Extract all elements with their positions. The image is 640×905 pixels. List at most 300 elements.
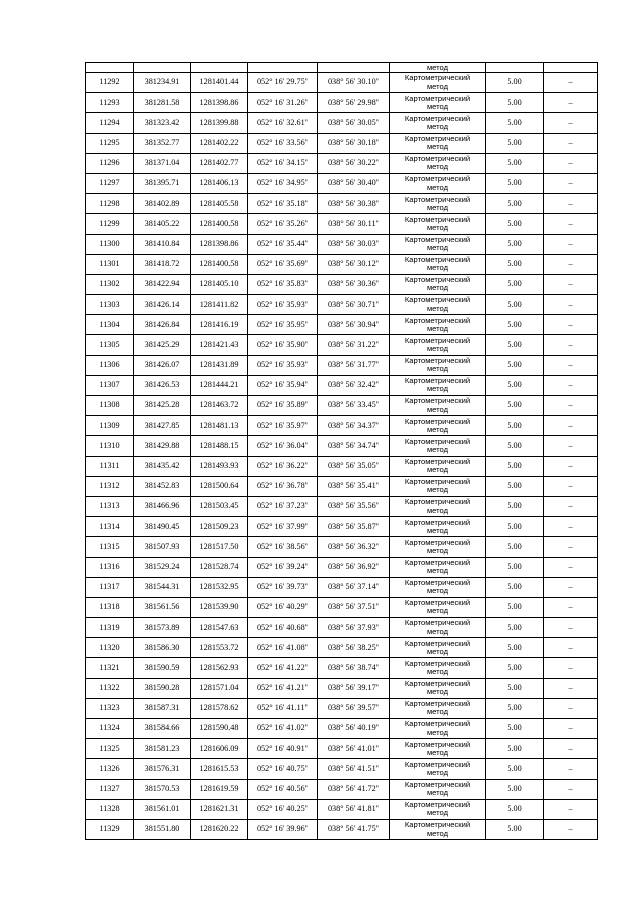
x-coordinate-cell: 381425.28 — [134, 396, 191, 416]
method-label: метод — [426, 767, 449, 777]
y-coordinate-cell: 1281571.04 — [191, 678, 248, 698]
latitude-cell: 052° 16' 35.18" — [248, 194, 318, 214]
method-cell — [390, 315, 486, 335]
table-cell — [248, 63, 318, 73]
method-cell — [390, 638, 486, 658]
y-coordinate-cell: 1281401.44 — [191, 73, 248, 93]
method-cell — [390, 577, 486, 597]
method-label: метод — [426, 404, 449, 414]
accuracy-cell: 5.00 — [486, 517, 544, 537]
x-coordinate-cell: 381395.71 — [134, 173, 191, 193]
note-cell: – — [544, 214, 598, 234]
x-coordinate-cell: 381581.23 — [134, 739, 191, 759]
table-row — [86, 93, 598, 113]
table-row — [86, 476, 598, 496]
note-cell: – — [544, 355, 598, 375]
note-cell: – — [544, 537, 598, 557]
x-coordinate-cell: 381426.53 — [134, 375, 191, 395]
method-cell — [390, 517, 486, 537]
x-coordinate-cell: 381590.59 — [134, 658, 191, 678]
method-cell — [390, 456, 486, 476]
method-label: метод — [426, 586, 449, 596]
method-cell — [390, 335, 486, 355]
accuracy-cell: 5.00 — [486, 396, 544, 416]
method-label: метод — [426, 222, 449, 232]
x-coordinate-cell: 381281.58 — [134, 93, 191, 113]
table-row — [86, 658, 598, 678]
table-row — [86, 799, 598, 819]
note-cell: – — [544, 557, 598, 577]
point-number-cell: 11322 — [86, 678, 134, 698]
accuracy-cell: 5.00 — [486, 113, 544, 133]
x-coordinate-cell: 381371.04 — [134, 153, 191, 173]
longitude-cell: 038° 56' 34.37" — [318, 416, 390, 436]
table-row — [86, 597, 598, 617]
longitude-cell: 038° 56' 30.36" — [318, 274, 390, 294]
method-label: Картометрический — [404, 699, 471, 709]
longitude-cell: 038° 56' 41.81" — [318, 799, 390, 819]
longitude-cell: 038° 56' 30.40" — [318, 173, 390, 193]
note-cell: – — [544, 719, 598, 739]
method-label: метод — [426, 384, 449, 394]
y-coordinate-cell: 1281619.59 — [191, 779, 248, 799]
table-row — [86, 355, 598, 375]
longitude-cell: 038° 56' 30.11" — [318, 214, 390, 234]
note-cell: – — [544, 93, 598, 113]
method-cell — [390, 739, 486, 759]
table-row — [86, 638, 598, 658]
method-label: Картометрический — [404, 154, 471, 164]
latitude-cell: 052° 16' 41.22" — [248, 658, 318, 678]
table-row — [86, 618, 598, 638]
latitude-cell: 052° 16' 33.56" — [248, 133, 318, 153]
latitude-cell: 052° 16' 36.22" — [248, 456, 318, 476]
note-cell: – — [544, 638, 598, 658]
table-row — [86, 436, 598, 456]
method-cell — [390, 93, 486, 113]
point-number-cell: 11304 — [86, 315, 134, 335]
longitude-cell: 038° 56' 31.77" — [318, 355, 390, 375]
table-row — [86, 719, 598, 739]
point-number-cell: 11324 — [86, 719, 134, 739]
method-cell — [390, 254, 486, 274]
longitude-cell: 038° 56' 37.14" — [318, 577, 390, 597]
point-number-cell: 11325 — [86, 739, 134, 759]
method-label: Картометрический — [404, 436, 471, 446]
accuracy-cell: 5.00 — [486, 436, 544, 456]
x-coordinate-cell: 381529.24 — [134, 557, 191, 577]
accuracy-cell: 5.00 — [486, 173, 544, 193]
point-number-cell: 11315 — [86, 537, 134, 557]
latitude-cell: 052° 16' 37.99" — [248, 517, 318, 537]
method-cell — [390, 153, 486, 173]
note-cell: – — [544, 133, 598, 153]
y-coordinate-cell: 1281532.95 — [191, 577, 248, 597]
method-cell — [390, 799, 486, 819]
method-label: Картометрический — [404, 194, 471, 204]
longitude-cell: 038° 56' 38.74" — [318, 658, 390, 678]
method-label: метод — [426, 142, 449, 152]
latitude-cell: 052° 16' 36.04" — [248, 436, 318, 456]
method-label: метод — [426, 747, 449, 757]
point-number-cell: 11294 — [86, 113, 134, 133]
point-number-cell: 11303 — [86, 295, 134, 315]
longitude-cell: 038° 56' 39.57" — [318, 698, 390, 718]
method-label: Картометрический — [404, 214, 471, 224]
latitude-cell: 052° 16' 34.15" — [248, 153, 318, 173]
table-row — [86, 678, 598, 698]
longitude-cell: 038° 56' 30.38" — [318, 194, 390, 214]
method-cell — [390, 537, 486, 557]
x-coordinate-cell: 381561.56 — [134, 597, 191, 617]
latitude-cell: 052° 16' 38.56" — [248, 537, 318, 557]
note-cell: – — [544, 396, 598, 416]
note-cell: – — [544, 779, 598, 799]
point-number-cell: 11316 — [86, 557, 134, 577]
coordinates-table — [85, 62, 598, 840]
table-row — [86, 496, 598, 516]
method-label: метод — [426, 303, 449, 313]
accuracy-cell: 5.00 — [486, 638, 544, 658]
table-row — [86, 73, 598, 93]
latitude-cell: 052° 16' 35.44" — [248, 234, 318, 254]
method-label: Картометрический — [404, 517, 471, 527]
latitude-cell: 052° 16' 34.95" — [248, 173, 318, 193]
y-coordinate-cell: 1281398.86 — [191, 234, 248, 254]
longitude-cell: 038° 56' 30.18" — [318, 133, 390, 153]
accuracy-cell: 5.00 — [486, 416, 544, 436]
method-label: Картометрический — [404, 537, 471, 547]
y-coordinate-cell: 1281590.48 — [191, 719, 248, 739]
y-coordinate-cell: 1281399.88 — [191, 113, 248, 133]
x-coordinate-cell: 381561.01 — [134, 799, 191, 819]
method-label: метод — [426, 646, 449, 656]
method-label: Картометрический — [404, 638, 471, 648]
note-cell: – — [544, 456, 598, 476]
latitude-cell: 052° 16' 40.25" — [248, 799, 318, 819]
method-label: Картометрический — [404, 93, 471, 103]
y-coordinate-cell: 1281481.13 — [191, 416, 248, 436]
longitude-cell: 038° 56' 33.45" — [318, 396, 390, 416]
method-cell — [390, 658, 486, 678]
note-cell: – — [544, 517, 598, 537]
y-coordinate-cell: 1281615.53 — [191, 759, 248, 779]
latitude-cell: 052° 16' 36.78" — [248, 476, 318, 496]
method-label: Картометрический — [404, 295, 471, 305]
note-cell: – — [544, 315, 598, 335]
accuracy-cell: 5.00 — [486, 194, 544, 214]
accuracy-cell: 5.00 — [486, 93, 544, 113]
y-coordinate-cell: 1281621.31 — [191, 799, 248, 819]
x-coordinate-cell: 381466.96 — [134, 496, 191, 516]
method-cell — [390, 375, 486, 395]
y-coordinate-cell: 1281421.43 — [191, 335, 248, 355]
table-row — [86, 214, 598, 234]
method-cell — [390, 274, 486, 294]
longitude-cell: 038° 56' 36.92" — [318, 557, 390, 577]
accuracy-cell: 5.00 — [486, 597, 544, 617]
note-cell: – — [544, 295, 598, 315]
method-label: метод — [426, 525, 449, 535]
x-coordinate-cell: 381426.14 — [134, 295, 191, 315]
latitude-cell: 052° 16' 29.75" — [248, 73, 318, 93]
x-coordinate-cell: 381234.91 — [134, 73, 191, 93]
method-label: Картометрический — [404, 497, 471, 507]
latitude-cell: 052° 16' 41.11" — [248, 698, 318, 718]
note-cell: – — [544, 618, 598, 638]
point-number-cell: 11302 — [86, 274, 134, 294]
accuracy-cell: 5.00 — [486, 295, 544, 315]
table-row — [86, 375, 598, 395]
x-coordinate-cell: 381426.07 — [134, 355, 191, 375]
method-label: метод — [426, 364, 449, 374]
y-coordinate-cell: 1281547.63 — [191, 618, 248, 638]
longitude-cell: 038° 56' 32.42" — [318, 375, 390, 395]
point-number-cell: 11295 — [86, 133, 134, 153]
method-label: метод — [426, 162, 449, 172]
y-coordinate-cell: 1281431.89 — [191, 355, 248, 375]
point-number-cell: 11319 — [86, 618, 134, 638]
x-coordinate-cell: 381352.77 — [134, 133, 191, 153]
longitude-cell: 038° 56' 37.93" — [318, 618, 390, 638]
note-cell: – — [544, 335, 598, 355]
x-coordinate-cell: 381405.22 — [134, 214, 191, 234]
method-label: метод — [426, 202, 449, 212]
latitude-cell: 052° 16' 40.91" — [248, 739, 318, 759]
longitude-cell: 038° 56' 30.22" — [318, 153, 390, 173]
y-coordinate-cell: 1281405.58 — [191, 194, 248, 214]
method-label: Картометрический — [404, 578, 471, 588]
accuracy-cell: 5.00 — [486, 496, 544, 516]
table-row — [86, 194, 598, 214]
accuracy-cell: 5.00 — [486, 678, 544, 698]
note-cell: – — [544, 234, 598, 254]
x-coordinate-cell: 381425.29 — [134, 335, 191, 355]
method-label: метод — [426, 788, 449, 798]
y-coordinate-cell: 1281493.93 — [191, 456, 248, 476]
longitude-cell: 038° 56' 36.32" — [318, 537, 390, 557]
point-number-cell: 11311 — [86, 456, 134, 476]
method-label: метод — [426, 81, 449, 91]
x-coordinate-cell: 381587.31 — [134, 698, 191, 718]
point-number-cell: 11299 — [86, 214, 134, 234]
method-label: Картометрический — [404, 477, 471, 487]
point-number-cell: 11310 — [86, 436, 134, 456]
method-cell — [390, 719, 486, 739]
method-label: Картометрический — [404, 598, 471, 608]
latitude-cell: 052° 16' 35.95" — [248, 315, 318, 335]
accuracy-cell: 5.00 — [486, 234, 544, 254]
table-cell — [318, 63, 390, 73]
note-cell: – — [544, 577, 598, 597]
y-coordinate-cell: 1281400.58 — [191, 254, 248, 274]
longitude-cell: 038° 56' 40.19" — [318, 719, 390, 739]
point-number-cell: 11317 — [86, 577, 134, 597]
y-coordinate-cell: 1281405.10 — [191, 274, 248, 294]
method-label: Картометрический — [404, 376, 471, 386]
y-coordinate-cell: 1281578.62 — [191, 698, 248, 718]
method-label: Картометрический — [404, 174, 471, 184]
method-cell — [390, 759, 486, 779]
latitude-cell: 052° 16' 35.26" — [248, 214, 318, 234]
method-label: метод — [426, 444, 449, 454]
y-coordinate-cell: 1281509.23 — [191, 517, 248, 537]
point-number-cell: 11292 — [86, 73, 134, 93]
table-row — [86, 759, 598, 779]
y-coordinate-cell: 1281517.50 — [191, 537, 248, 557]
method-label: метод — [426, 727, 449, 737]
x-coordinate-cell: 381402.89 — [134, 194, 191, 214]
accuracy-cell: 5.00 — [486, 335, 544, 355]
note-cell: – — [544, 678, 598, 698]
method-cell — [390, 133, 486, 153]
method-cell — [390, 476, 486, 496]
method-label: Картометрический — [404, 779, 471, 789]
y-coordinate-cell: 1281400.58 — [191, 214, 248, 234]
note-cell: – — [544, 476, 598, 496]
note-cell: – — [544, 496, 598, 516]
table-row — [86, 698, 598, 718]
longitude-cell: 038° 56' 31.22" — [318, 335, 390, 355]
method-label: метод — [426, 263, 449, 273]
method-cell — [390, 355, 486, 375]
accuracy-cell: 5.00 — [486, 375, 544, 395]
latitude-cell: 052° 16' 41.02" — [248, 719, 318, 739]
method-label: метод — [426, 101, 449, 111]
latitude-cell: 052° 16' 41.08" — [248, 638, 318, 658]
latitude-cell: 052° 16' 37.23" — [248, 496, 318, 516]
table-cell — [544, 63, 598, 73]
method-label: метод — [426, 566, 449, 576]
point-number-cell: 11297 — [86, 173, 134, 193]
table-row — [86, 739, 598, 759]
longitude-cell: 038° 56' 41.72" — [318, 779, 390, 799]
y-coordinate-cell: 1281606.09 — [191, 739, 248, 759]
method-label: Картометрический — [404, 335, 471, 345]
method-cell — [390, 234, 486, 254]
method-label: Картометрический — [404, 234, 471, 244]
method-label: Картометрический — [404, 255, 471, 265]
x-coordinate-cell: 381576.31 — [134, 759, 191, 779]
longitude-cell: 038° 56' 35.05" — [318, 456, 390, 476]
latitude-cell: 052° 16' 39.96" — [248, 819, 318, 839]
method-label: метод — [426, 505, 449, 515]
method-label: Картометрический — [404, 356, 471, 366]
note-cell: – — [544, 153, 598, 173]
method-label: метод — [426, 344, 449, 354]
method-label: метод — [426, 465, 449, 475]
longitude-cell: 038° 56' 34.74" — [318, 436, 390, 456]
y-coordinate-cell: 1281620.22 — [191, 819, 248, 839]
method-label: метод — [426, 323, 449, 333]
table-row — [86, 537, 598, 557]
method-label: Картометрический — [404, 456, 471, 466]
note-cell: – — [544, 194, 598, 214]
accuracy-cell: 5.00 — [486, 73, 544, 93]
longitude-cell: 038° 56' 30.10" — [318, 73, 390, 93]
document-page — [85, 62, 597, 840]
x-coordinate-cell: 381429.88 — [134, 436, 191, 456]
note-cell: – — [544, 375, 598, 395]
y-coordinate-cell: 1281444.21 — [191, 375, 248, 395]
method-cell — [390, 597, 486, 617]
table-row — [86, 254, 598, 274]
accuracy-cell: 5.00 — [486, 476, 544, 496]
note-cell: – — [544, 113, 598, 133]
table-row — [86, 173, 598, 193]
latitude-cell: 052° 16' 40.68" — [248, 618, 318, 638]
table-row — [86, 517, 598, 537]
note-cell: – — [544, 274, 598, 294]
note-cell: – — [544, 658, 598, 678]
method-cell — [390, 173, 486, 193]
method-cell — [390, 557, 486, 577]
longitude-cell: 038° 56' 30.94" — [318, 315, 390, 335]
latitude-cell: 052° 16' 41.21" — [248, 678, 318, 698]
method-label: Картометрический — [404, 820, 471, 830]
accuracy-cell: 5.00 — [486, 214, 544, 234]
accuracy-cell: 5.00 — [486, 254, 544, 274]
latitude-cell: 052° 16' 40.29" — [248, 597, 318, 617]
method-cell — [390, 416, 486, 436]
note-cell: – — [544, 759, 598, 779]
point-number-cell: 11321 — [86, 658, 134, 678]
table-cell — [134, 63, 191, 73]
method-label: Картометрический — [404, 557, 471, 567]
y-coordinate-cell: 1281416.19 — [191, 315, 248, 335]
latitude-cell: 052° 16' 40.56" — [248, 779, 318, 799]
point-number-cell: 11313 — [86, 496, 134, 516]
latitude-cell: 052° 16' 39.24" — [248, 557, 318, 577]
point-number-cell: 11328 — [86, 799, 134, 819]
accuracy-cell: 5.00 — [486, 799, 544, 819]
accuracy-cell: 5.00 — [486, 739, 544, 759]
x-coordinate-cell: 381586.30 — [134, 638, 191, 658]
method-label: Картометрический — [404, 719, 471, 729]
method-label: метод — [426, 243, 449, 253]
note-cell: – — [544, 819, 598, 839]
accuracy-cell: 5.00 — [486, 658, 544, 678]
latitude-cell: 052° 16' 40.75" — [248, 759, 318, 779]
point-number-cell: 11293 — [86, 93, 134, 113]
y-coordinate-cell: 1281402.77 — [191, 153, 248, 173]
note-cell: – — [544, 73, 598, 93]
point-number-cell: 11314 — [86, 517, 134, 537]
note-cell: – — [544, 416, 598, 436]
longitude-cell: 038° 56' 41.01" — [318, 739, 390, 759]
accuracy-cell: 5.00 — [486, 819, 544, 839]
table-row — [86, 557, 598, 577]
note-cell: – — [544, 698, 598, 718]
x-coordinate-cell: 381422.94 — [134, 274, 191, 294]
accuracy-cell: 5.00 — [486, 759, 544, 779]
y-coordinate-cell: 1281539.90 — [191, 597, 248, 617]
longitude-cell: 038° 56' 37.51" — [318, 597, 390, 617]
method-label: Картометрический — [404, 73, 471, 83]
x-coordinate-cell: 381570.53 — [134, 779, 191, 799]
method-cell — [390, 678, 486, 698]
accuracy-cell: 5.00 — [486, 698, 544, 718]
method-label: Картометрический — [404, 133, 471, 143]
x-coordinate-cell: 381410.84 — [134, 234, 191, 254]
method-label: метод — [426, 667, 449, 677]
method-label: Картометрический — [404, 416, 471, 426]
accuracy-cell: 5.00 — [486, 315, 544, 335]
table-row — [86, 315, 598, 335]
longitude-cell: 038° 56' 35.56" — [318, 496, 390, 516]
method-label: метод — [426, 424, 449, 434]
y-coordinate-cell: 1281406.13 — [191, 173, 248, 193]
